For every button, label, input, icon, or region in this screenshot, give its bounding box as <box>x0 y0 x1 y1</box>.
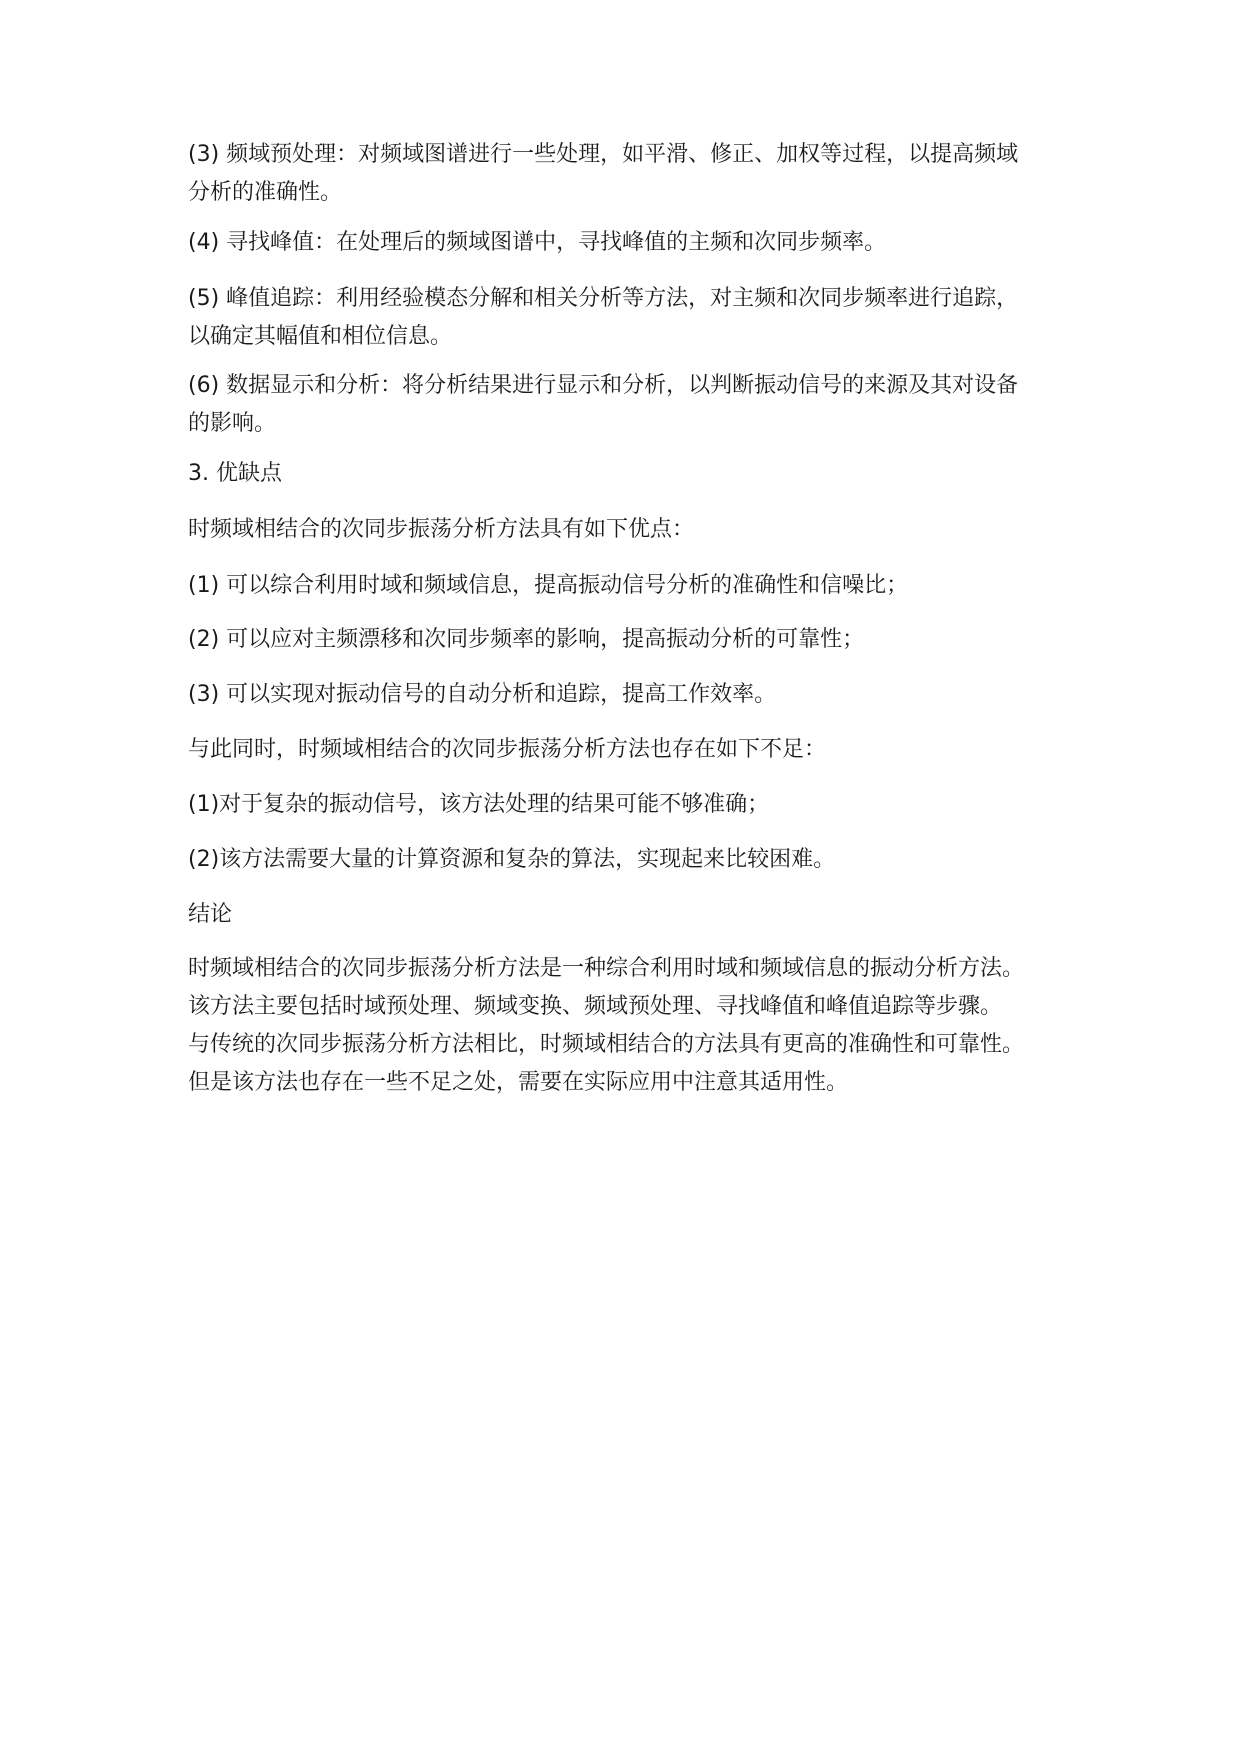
text-line: 以确定其幅值和相位信息。 <box>188 324 453 349</box>
text-line: (2)该方法需要大量的计算资源和复杂的算法，实现起来比较困难。 <box>188 847 836 872</box>
text-line: (5) 峰值追踪：利用经验模态分解和相关分析等方法，对主频和次同步频率进行追踪， <box>188 286 1019 311</box>
text-line: (4) 寻找峰值：在处理后的频域图谱中，寻找峰值的主频和次同步频率。 <box>188 230 887 255</box>
disadvantage-item-1 <box>188 786 1088 824</box>
section-heading-pros-cons <box>188 455 1088 493</box>
advantage-item-3 <box>188 676 1088 714</box>
text-line: (6) 数据显示和分析：将分析结果进行显示和分析，以判断振动信号的来源及其对设备 <box>188 373 1019 398</box>
text-line: 该方法主要包括时域预处理、频域变换、频域预处理、寻找峰值和峰值追踪等步骤。 <box>188 994 1003 1019</box>
paragraph-data-display <box>188 367 1088 443</box>
paragraph-advantages-intro <box>188 511 1088 549</box>
text-line: (2) 可以应对主频漂移和次同步频率的影响，提高振动分析的可靠性； <box>188 627 865 652</box>
text-line: 与传统的次同步振荡分析方法相比，时频域相结合的方法具有更高的准确性和可靠性。 <box>188 1032 1025 1057</box>
paragraph-frequency-preprocessing <box>188 136 1088 212</box>
heading-text: 结论 <box>188 902 233 927</box>
text-line: 的影响。 <box>188 411 277 436</box>
paragraph-find-peaks <box>188 224 1088 262</box>
advantage-item-1 <box>188 567 1088 605</box>
text-line: 时频域相结合的次同步振荡分析方法具有如下优点： <box>188 517 695 542</box>
text-line: 但是该方法也存在一些不足之处，需要在实际应用中注意其适用性。 <box>188 1070 849 1095</box>
paragraph-disadvantages-intro <box>188 731 1088 769</box>
text-line: 分析的准确性。 <box>188 180 343 205</box>
paragraph-peak-tracking <box>188 280 1088 356</box>
text-line: 时频域相结合的次同步振荡分析方法是一种综合利用时域和频域信息的振动分析方法。 <box>188 956 1025 981</box>
text-line: (1)对于复杂的振动信号，该方法处理的结果可能不够准确； <box>188 792 770 817</box>
paragraph-conclusion <box>188 950 1088 1102</box>
text-line: (1) 可以综合利用时域和频域信息，提高振动信号分析的准确性和信噪比； <box>188 573 909 598</box>
heading-text: 3. 优缺点 <box>188 461 282 486</box>
text-line: (3) 频域预处理：对频域图谱进行一些处理，如平滑、修正、加权等过程，以提高频域 <box>188 142 1019 167</box>
disadvantage-item-2 <box>188 841 1088 879</box>
advantage-item-2 <box>188 621 1088 659</box>
section-heading-conclusion <box>188 896 1088 934</box>
text-line: 与此同时，时频域相结合的次同步振荡分析方法也存在如下不足： <box>188 737 827 762</box>
text-line: (3) 可以实现对振动信号的自动分析和追踪，提高工作效率。 <box>188 682 777 707</box>
